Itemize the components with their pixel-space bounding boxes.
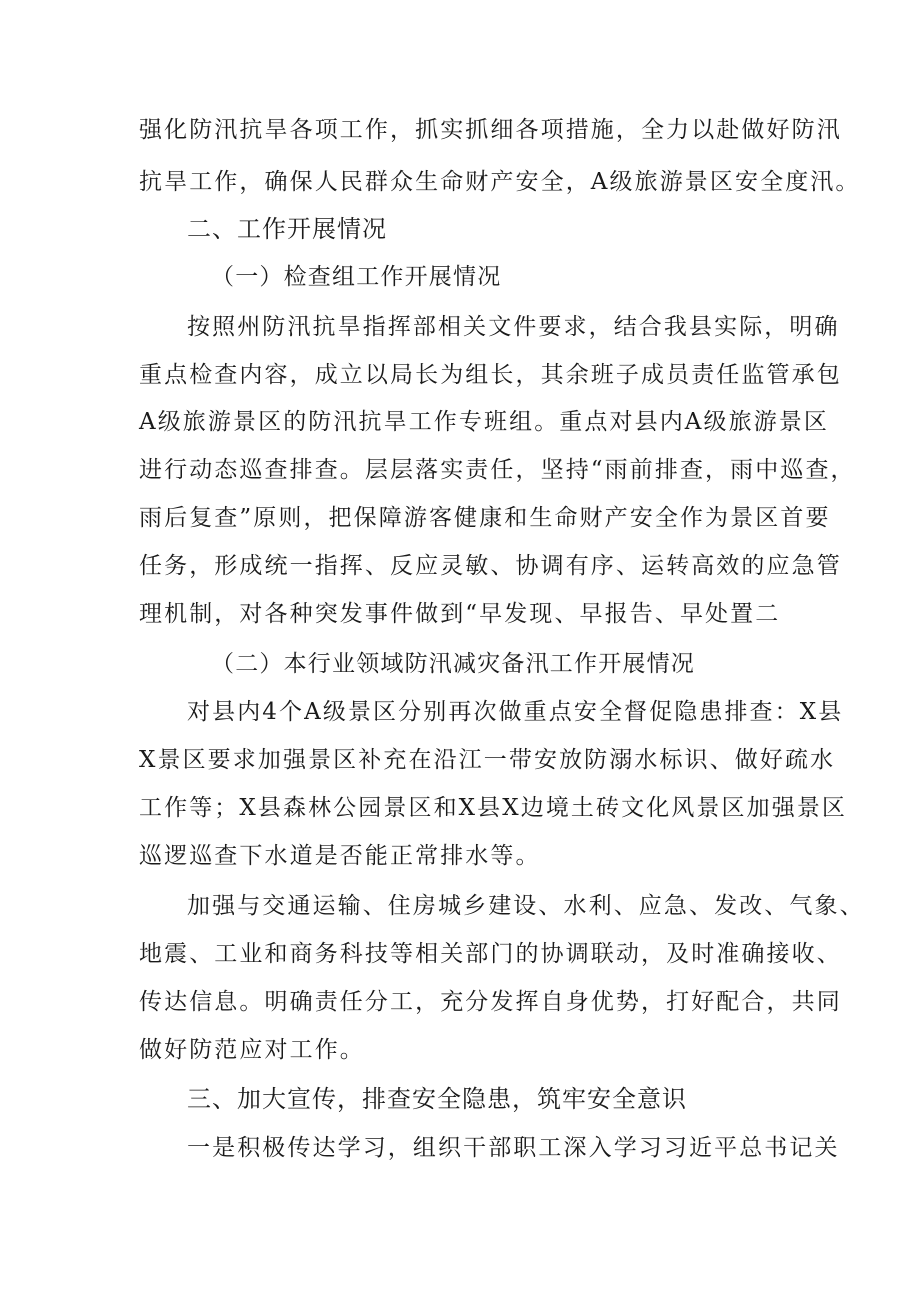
section-heading: 三、加大宣传，排查安全隐患，筑牢安全意识: [187, 1085, 687, 1113]
paragraph-line: 强化防汛抗旱各项工作，抓实抓细各项措施，全力以赴做好防汛: [139, 117, 842, 143]
paragraph-line: 一是积极传达学习，组织干部职工深入学习习近平总书记关: [187, 1135, 840, 1161]
subsection-heading: （二）本行业领域防汛减灾备汛工作开展情况: [211, 651, 695, 677]
paragraph-line: 做好防范应对工作。: [139, 1037, 365, 1063]
paragraph-line: X景区要求加强景区补充在沿江一带安放防溺水标识、做好疏水: [139, 747, 836, 773]
paragraph-line: 传达信息。明确责任分工，充分发挥自身优势，打好配合，共同: [139, 989, 842, 1015]
paragraph-line: 重点检查内容，成立以局长为组长，其余班子成员责任监管承包: [139, 362, 842, 388]
paragraph-line: 抗旱工作，确保人民群众生命财产安全，A级旅游景区安全度汛。: [139, 169, 861, 195]
paragraph-line: 进行动态巡查排查。层层落实责任，坚持“雨前排查，雨中巡查，: [139, 457, 856, 483]
paragraph-line: 雨后复查”原则，把保障游客健康和生命财产安全作为景区首要: [139, 505, 831, 531]
paragraph-line: 对县内4个A级景区分别再次做重点安全督促隐患排查：X县: [187, 699, 844, 725]
paragraph-line: 按照州防汛抗旱指挥部相关文件要求，结合我县实际，明确: [187, 314, 840, 340]
section-heading: 二、工作开展情况: [187, 215, 387, 243]
paragraph-line: 理机制，对各种突发事件做到“早发现、早报告、早处置二: [139, 601, 781, 627]
paragraph-line: 地震、工业和商务科技等相关部门的协调联动，及时准确接收、: [139, 941, 842, 967]
paragraph-line: 任务，形成统一指挥、反应灵敏、协调有序、运转高效的应急管: [139, 553, 842, 579]
paragraph-line: 工作等；X县森林公园景区和X县X边境土砖文化风景区加强景区: [139, 795, 848, 821]
paragraph-line: A级旅游景区的防汛抗旱工作专班组。重点对县内A级旅游景区: [139, 409, 830, 435]
paragraph-line: 巡逻巡查下水道是否能正常排水等。: [139, 843, 541, 869]
paragraph-line: 加强与交通运输、住房城乡建设、水利、应急、发改、气象、: [187, 893, 865, 919]
subsection-heading: （一）检查组工作开展情况: [211, 264, 502, 290]
